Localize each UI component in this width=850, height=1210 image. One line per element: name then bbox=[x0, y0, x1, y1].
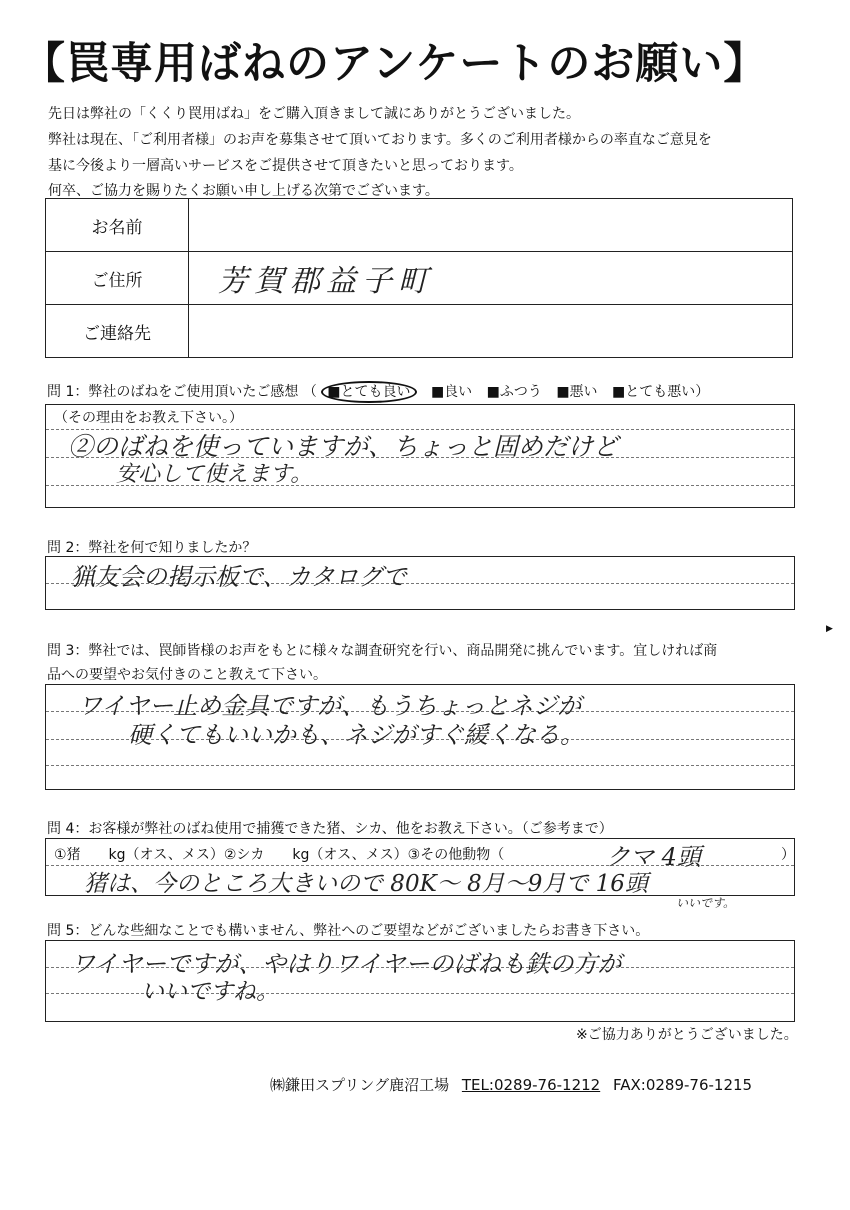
q4-row-close: ） bbox=[781, 847, 795, 863]
name-label: お名前 bbox=[46, 199, 189, 252]
q5-answer-box[interactable] bbox=[45, 940, 795, 1022]
intro-line-2: 弊社は現在、「ご利用者様」のお声を募集させて頂いております。多くのご利用者様からの率直なご意見を bbox=[48, 132, 712, 148]
q4-answer-line: 猪は、今のところ大きいので 80K〜 8月〜9月で 16頭 bbox=[84, 871, 648, 897]
q1-option-normal[interactable]: ■ふつう bbox=[486, 384, 542, 400]
address-field[interactable] bbox=[189, 252, 793, 305]
intro-line-4: 何卒、ご協力を賜りたくお願い申し上げる次第でございます。 bbox=[48, 183, 439, 199]
q1-option-good[interactable]: ■良い bbox=[430, 384, 473, 400]
q2-answer: 猟友会の掲示板で、カタログで bbox=[71, 563, 407, 591]
thanks-note: ※ご協力ありがとうございました。 bbox=[576, 1027, 798, 1043]
q5-answer-line-1: ワイヤーですが、やはりワイヤーのばねも鉄の方が bbox=[71, 950, 622, 978]
q3-question-line-2: 品への要望やお気付きのこと教えて下さい。 bbox=[47, 667, 327, 683]
right-arrow-icon: ▶ bbox=[826, 624, 833, 634]
fax-number: FAX:0289-76-1215 bbox=[612, 1076, 753, 1094]
q4-note: いいです。 bbox=[676, 896, 736, 910]
q5-question: 問 5：どんな些細なことでも構いません、弊社へのご要望などがございましたらお書き下さい。 bbox=[47, 923, 650, 939]
contact-field[interactable] bbox=[189, 305, 793, 358]
contact-info-table bbox=[45, 198, 793, 358]
q4-question: 問 4：お客様が弊社のばね使用で捕獲できた猪、シカ、他をお教え下さい。（ご参考まで） bbox=[47, 821, 613, 837]
q5-answer-line-2: いいですね。 bbox=[141, 979, 279, 1005]
q3-answer-line-2: 硬くてもいいかも、ネジがすぐ緩くなる。 bbox=[128, 721, 584, 749]
address-label: ご住所 bbox=[46, 252, 189, 305]
q2-question: 問 2：弊社を何で知りましたか？ bbox=[47, 540, 257, 556]
address-handwriting: 芳賀郡益子町 bbox=[218, 264, 434, 299]
q1-option-bad[interactable]: ■悪い bbox=[556, 384, 598, 400]
q1-answer-line-2: 安心して使えます。 bbox=[116, 462, 313, 487]
q1-reason-prompt: （その理由をお教え下さい。） bbox=[54, 410, 243, 426]
q4-other-animal: クマ 4頭 bbox=[606, 843, 701, 871]
q1-answer-box[interactable] bbox=[45, 404, 795, 508]
company-name: ㈱鎌田スプリング鹿沼工場 bbox=[270, 1076, 450, 1094]
company-footer bbox=[270, 1074, 752, 1095]
q1-question bbox=[47, 381, 709, 401]
intro-line-3: 基に今後より一層高いサービスをご提供させて頂きたいと思っております。 bbox=[48, 158, 523, 174]
phone-number[interactable]: TEL:0289-76-1212 bbox=[461, 1076, 601, 1094]
q3-question-line-1: 問 3：弊社では、罠師皆様のお声をもとに様々な調査研究を行い、商品開発に挑んでいます。宜しければ商 bbox=[47, 643, 718, 659]
q4-printed-row: ①猪 kg（オス、メス）②シカ kg（オス、メス）③その他動物（ bbox=[54, 847, 505, 863]
intro-line-1: 先日は弊社の「くくり罠用ばね」をご購入頂きまして誠にありがとうございました。 bbox=[48, 106, 580, 122]
q3-answer-box[interactable] bbox=[45, 684, 795, 790]
q4-answer-box[interactable] bbox=[45, 838, 795, 896]
q3-answer-line-1: ワイヤー止め金具ですが、もうちょっとネジが bbox=[78, 692, 582, 720]
q2-answer-box[interactable] bbox=[45, 556, 795, 610]
q1-options-open: （ bbox=[302, 384, 317, 400]
contact-label: ご連絡先 bbox=[46, 305, 189, 358]
q1-question-text: 問 1：弊社のばねをご使用頂いたご感想 bbox=[47, 384, 299, 400]
q1-option-very-bad[interactable]: ■とても悪い） bbox=[612, 384, 710, 400]
q1-option-very-good[interactable]: ■とても良い bbox=[321, 381, 416, 403]
q1-answer-line-1: ②のばねを使っていますが、ちょっと固めだけど bbox=[68, 432, 619, 461]
page-title: 【罠専用ばねのアンケートのお願い】 bbox=[22, 39, 768, 89]
name-field[interactable] bbox=[189, 199, 793, 252]
